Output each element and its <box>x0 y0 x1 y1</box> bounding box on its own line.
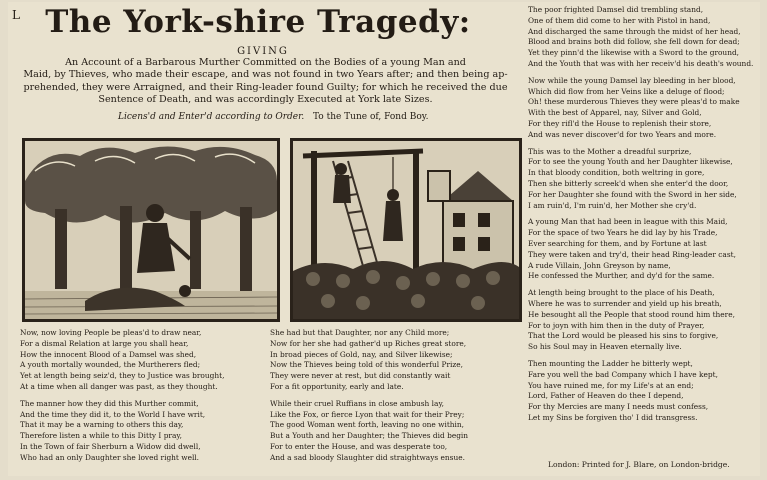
verse-line: You have ruined me, for my Life's at an end; <box>528 380 694 390</box>
verse <box>20 399 265 464</box>
verse-line: In the Town of fair Sherburn a Widow did dwell, <box>20 441 201 451</box>
verse-line: For to joyn with him then in the duty of Prayer, <box>528 320 705 330</box>
verse-line: Ever searching for them, and by Fortune at last <box>528 238 707 248</box>
license-line: Licens'd and Enter'd according to Order. <box>118 112 305 122</box>
verse-line: And a sad bloody Slaughter did straightways ensue. <box>270 452 465 462</box>
printer-imprint: London: Printed for J. Blare, on London-bridge. <box>548 460 730 469</box>
verse-line: He besought all the People that stood round him there, <box>528 309 735 319</box>
verse-line: He confessed the Murther, and dy'd for the same. <box>528 271 715 281</box>
woodcut-murder-scene <box>22 138 280 322</box>
verse-line: Where he was to surrender and yield up his breath, <box>528 298 722 308</box>
verse-line: For to see the young Youth and her Daughter likewise, <box>528 157 733 167</box>
verse-line: While their cruel Ruffians in close ambush lay, <box>270 398 444 408</box>
verse-line: Now while the young Damsel lay bleeding in her blood, <box>528 75 736 85</box>
verse <box>270 399 520 464</box>
tune-line: To the Tune of, Fond Boy. <box>313 112 429 122</box>
verse-line: Who had an only Daughter she loved right well. <box>20 452 200 462</box>
verse-line: Now for her she had gather'd up Riches great store, <box>270 338 467 348</box>
verse <box>528 147 767 212</box>
verse <box>270 328 520 393</box>
verse-line: For to enter the House, and was desperate too, <box>270 441 448 451</box>
verse-line: The good Woman went forth, leaving no one within, <box>270 420 465 430</box>
verse-line: For a fit opportunity, early and late. <box>270 381 404 391</box>
murder-woodcut-image <box>25 141 277 319</box>
verse-line: And the Youth that was with her receiv'd his death's wound. <box>528 58 754 68</box>
verse-line: Now, now loving People be pleas'd to draw near, <box>20 328 202 337</box>
verse-line: And the time they did it, to the World I have writ, <box>20 409 206 419</box>
verse-line: They were taken and try'd, their head Ring-leader cast, <box>528 249 736 259</box>
verse-line: Therefore listen a while to this Ditty I pray, <box>20 431 182 441</box>
verse-line: In broad pieces of Gold, nay, and Silver likewise; <box>270 349 453 359</box>
verse-line: This was to the Mother a dreadful surprize, <box>528 146 692 156</box>
verse-line: And discharged the same through the midst of her head, <box>528 26 741 36</box>
giving-label: GIVING <box>237 46 289 57</box>
verse-line: At length being brought to the place of his Death, <box>528 288 715 298</box>
verse-line: In that bloody condition, both weltring in gore, <box>528 168 705 178</box>
verse-line: The poor frighted Damsel did trembling stand, <box>528 5 704 14</box>
verse-line: Which did flow from her Veins like a deluge of flood; <box>528 86 725 96</box>
verse-line: Like the Fox, or fierce Lyon that wait for their Prey; <box>270 409 465 419</box>
verse-line: A young Man that had been in league with this Maid, <box>528 217 728 227</box>
subtitle-line: An Account of a Barbarous Murther Committed on the Bodies of a young Man and <box>65 57 466 68</box>
verse-line: Let my Sins be forgiven tho' I did transgress. <box>528 412 698 422</box>
verse-line: And was never discover'd for two Years and more. <box>528 129 717 139</box>
verse-line: A rude Villain, John Greyson by name, <box>528 260 671 270</box>
verse <box>528 288 767 353</box>
ballad-column-1 <box>20 328 265 470</box>
verse-line: Then mounting the Ladder he bitterly wept, <box>528 358 693 368</box>
verse <box>528 76 767 141</box>
execution-woodcut-image <box>293 141 519 319</box>
verse-line: For a dismal Relation at large you shall hear, <box>20 338 189 348</box>
verse-line: A youth mortally wounded, the Murtherers fled; <box>20 360 201 370</box>
verse-line: Fare you well the bad Company which I have kept, <box>528 369 718 379</box>
verse-line: For they rifl'd the House to replenish their store, <box>528 118 712 128</box>
verse-line: At a time when all danger was past, as they thought. <box>20 381 218 391</box>
verse-line: Yet they pinn'd the likewise with a Sword to the ground, <box>528 48 740 58</box>
verse <box>528 359 767 424</box>
verse-line: That the Lord would be pleased his sins to forgive, <box>528 331 719 341</box>
verse-line: But a Youth and her Daughter; the Thieves did begin <box>270 431 469 441</box>
verse-line: Blood and brains both did follow, she fell down for dead; <box>528 37 740 47</box>
verse-line: Yet at length being seiz'd, they to Justice was brought, <box>20 371 225 381</box>
subtitle <box>18 57 513 107</box>
verse-line: They were never at rest, but did constantly wait <box>270 371 451 381</box>
verse-line: So his Soul may in Heaven eternally live. <box>528 342 682 352</box>
subtitle-line: prehended, they were Arraigned, and their Ring-leader found Guilty; for which he received the due <box>23 81 508 93</box>
page-title: The York-shire Tragedy: <box>45 4 471 40</box>
verse-line: That it may be a warning to others this day, <box>20 420 184 430</box>
verse-line: The manner how they did this Murther commit, <box>20 398 199 408</box>
woodcut-execution-scene <box>290 138 522 322</box>
verse <box>528 5 767 70</box>
subtitle-line: Maid, by Thieves, who made their escape, and was not found in two Years after; and then being ap- <box>23 69 508 81</box>
verse-line: Then she bitterly screek'd when she enter'd the door, <box>528 178 729 188</box>
verse <box>528 217 767 282</box>
verse-line: For thy Mercies are many I needs must confess, <box>528 402 709 412</box>
corner-mark: L <box>12 8 20 22</box>
broadside-sheet <box>8 2 760 476</box>
ballad-column-2 <box>270 328 520 470</box>
verse-line: Now the Thieves being told of this wonderful Prize, <box>270 360 463 370</box>
verse-line: For her Daughter she found with the Sword in her side, <box>528 189 737 199</box>
verse-line: Oh! these murderous Thieves they were pleas'd to make <box>528 97 740 107</box>
verse-line: Lord, Father of Heaven do thee I depend, <box>528 391 684 401</box>
verse-line: For the space of two Years he did lay by his Trade, <box>528 228 718 238</box>
ballad-column-3 <box>528 5 767 430</box>
verse-line: With the best of Apparel, nay, Silver and Gold, <box>528 108 702 118</box>
verse-line: I am ruin'd, I'm ruin'd, her Mother she cry'd. <box>528 200 697 210</box>
verse-line: One of them did come to her with Pistol in hand, <box>528 15 711 25</box>
verse <box>20 328 265 393</box>
verse-line: She had but that Daughter, nor any Child more; <box>270 328 450 337</box>
verse-line: How the innocent Blood of a Damsel was shed, <box>20 349 197 359</box>
subtitle-line: Sentence of Death, and was accordingly Executed at York late Sizes. <box>98 94 433 106</box>
